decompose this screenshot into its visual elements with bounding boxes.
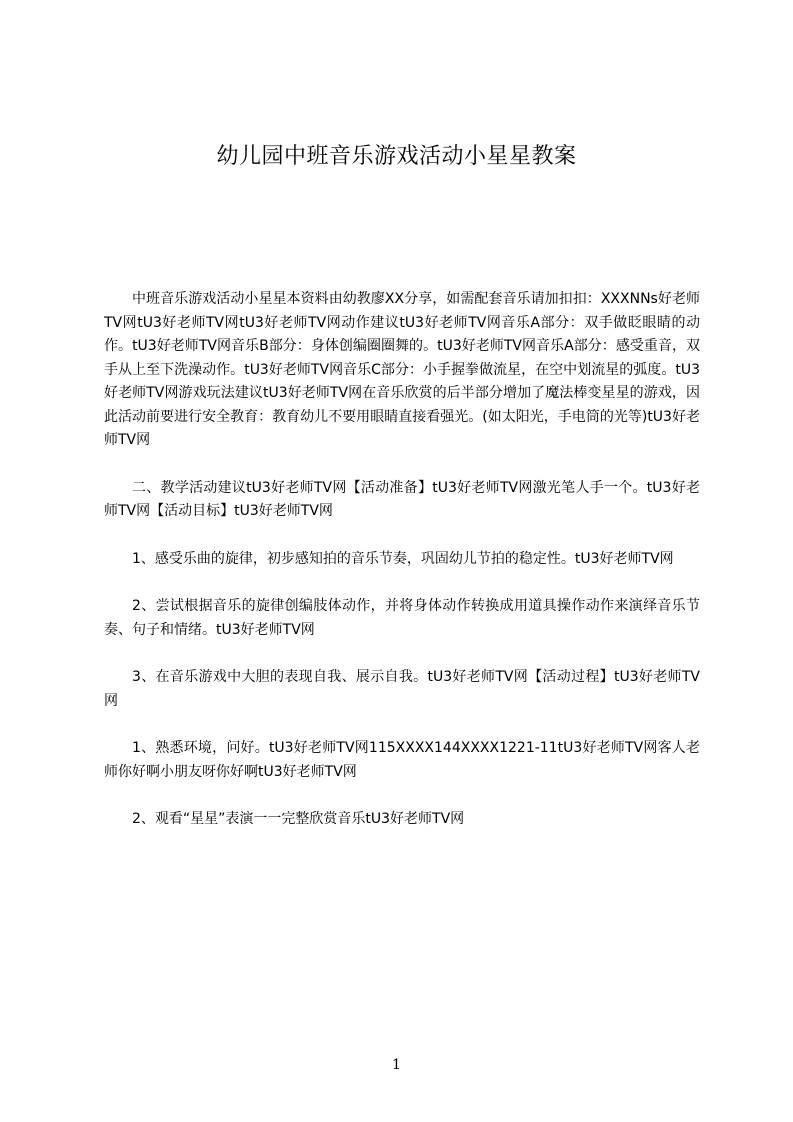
paragraph-goal-2: 2、尝试根据音乐的旋律创编肢体动作，并将身体动作转换成用道具操作动作来演绎音乐节奏、句子和情绪。tU3好老师TV网: [104, 598, 700, 638]
paragraph-intro: 中班音乐游戏活动小星星本资料由幼教廖XX分享，如需配套音乐请加扣扣：XXXNNs好老师TV网tU3好老师TV网tU3好老师TV网动作建议tU3好老师TV网音乐A部分：双手做眨眼睛的动作。tU3好老师TV网音乐B部分：身体创编圈圈舞的。tU3好老师TV网音乐A部分：感受重音，双手从上至下洗澡动作。tU3好老师TV网音乐C部分：小手握拳做流星，在空中划流星的弧度。tU3好老师TV网游戏玩法建议tU3好老师TV网在音乐欣赏的后半部分增加了魔法棒变星星的游戏，因此活动前要进行安全教育：教育幼儿不要用眼睛直接看强光。(如太阳光，手电筒的光等)tU3好老师TV网: [104, 291, 700, 448]
paragraph-process-1: 1、熟悉环境，问好。tU3好老师TV网115XXXX144XXXX1221-11tU3好老师TV网客人老师你好啊小朋友呀你好啊tU3好老师TV网: [104, 740, 700, 780]
page-number: 1: [392, 1057, 401, 1073]
paragraph-process-2: 2、观看“星星”表演一一完整欣赏音乐tU3好老师TV网: [132, 811, 465, 827]
paragraph-goal-3: 3、在音乐游戏中大胆的表现自我、展示自我。tU3好老师TV网【活动过程】tU3好老师TV网: [104, 669, 700, 709]
paragraph-goal-1: 1、感受乐曲的旋律，初步感知拍的音乐节奏，巩固幼儿节拍的稳定性。tU3好老师TV网: [132, 550, 674, 567]
document-title: 幼儿园中班音乐游戏活动小星星教案: [216, 144, 577, 169]
paragraph-teaching-suggestions: 二、教学活动建议tU3好老师TV网【活动准备】tU3好老师TV网激光笔人手一个。tU3好老师TV网【活动目标】tU3好老师TV网: [104, 479, 700, 519]
document-body: [104, 288, 700, 856]
